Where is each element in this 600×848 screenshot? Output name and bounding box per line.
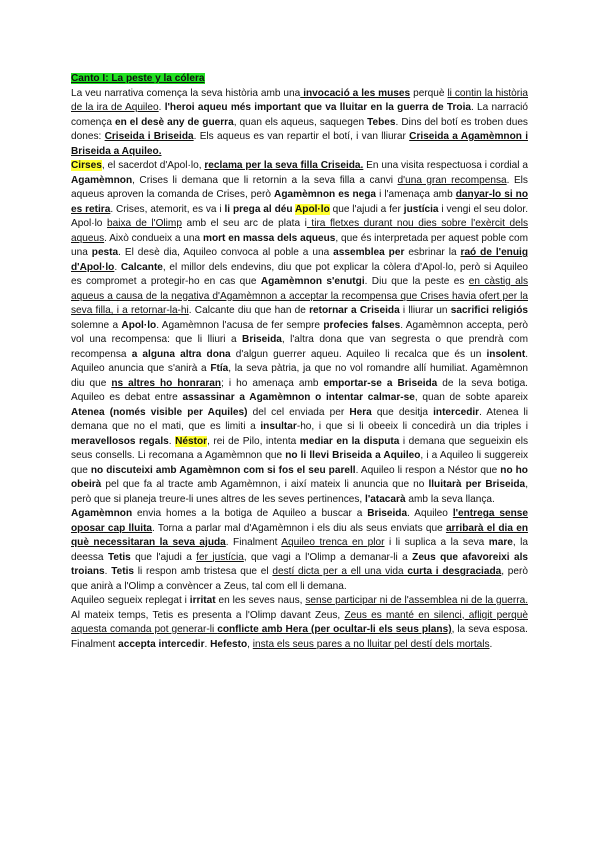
text-run: solemne a <box>71 319 122 331</box>
text-run: i lliurar un <box>399 305 451 316</box>
text-run: . <box>168 435 176 447</box>
text-run: ; i ho amenaça amb <box>221 377 324 389</box>
text-run: destí dicta per a ell una vida <box>272 566 408 577</box>
text-run: Zeus es manté en silenci, afligit perquè aquesta comanda pot generar-li <box>71 609 528 635</box>
text-run: , i a Aquileo li suggereix que <box>71 450 528 476</box>
text-run: no discuteixi amb Agamèmnon com si fos el seu parell <box>90 464 356 476</box>
text-run: Tetis <box>111 566 135 577</box>
text-run: sense participar ni de l'assemblea ni de la guerra. <box>305 595 528 606</box>
paragraph <box>71 87 528 160</box>
text-run: Hera <box>349 406 372 418</box>
text-run: l'heroi aqueu més important que va lluitar en la guerra de Troia <box>164 102 471 113</box>
text-run: , que vagi a l'Olimp a demanar-li a <box>243 551 413 563</box>
text-run: en càstig als aqueus a causa de la negativa d'Agamèmnon a acceptar la recompensa que Crises havia ofert per la seva filla, i a retornar-la-hi <box>71 276 529 316</box>
text-run: -ho, i que si li obeeix li concedirà un dia triples i <box>296 421 528 432</box>
text-run: , el millor dels endevins, diu que pot explicar la còlera d'Apol·lo, però si Aquileo es compromet a protegir-ho en cas que <box>71 261 529 287</box>
text-run: . <box>114 261 121 273</box>
text-run: . Aquileo anuncia que s'anirà a <box>71 348 528 374</box>
text-run: amb el seu arc de plata i <box>181 218 307 229</box>
text-run: . <box>489 638 493 650</box>
text-run: , Crises li demana que li retornin a la seva filla a canvi <box>132 174 398 186</box>
text-run: . Els aqueus aproven la comanda de Crises, però <box>71 174 528 200</box>
text-run: lluitarà per Briseida <box>428 479 526 490</box>
text-run: , el sacerdot d'Apol·lo, <box>101 160 205 171</box>
text-run: amb la seva llança. <box>405 493 495 505</box>
text-run: . Aquileo li respon a Néstor que <box>355 464 501 476</box>
text-run: insolent <box>486 348 526 360</box>
text-run: no ho obeirà <box>71 464 528 490</box>
text-run: . El desè dia, Aquileo convoca al poble a una <box>118 247 334 258</box>
text-run: Agamèmnon es nega <box>274 189 377 200</box>
text-run: mediar en la disputa <box>299 435 400 447</box>
text-run: Zeus que afavoreixi als troians <box>71 551 528 577</box>
text-run: En una visita respectuosa i cordial a <box>363 160 528 171</box>
text-run: reclama per la seva filla Criseida. <box>204 160 364 171</box>
text-run: . Agamèmnon l'acusa de fer sempre <box>156 319 324 331</box>
text-run: . Aquileo <box>407 508 453 519</box>
text-run: , la deessa <box>71 537 529 563</box>
text-run: meravellosos regals <box>71 435 169 447</box>
text-run: insultar <box>260 421 297 432</box>
text-run: danyar-lo si no es retira <box>71 189 528 215</box>
text-run: mort en massa dels aqueus <box>202 232 336 244</box>
text-run: pesta <box>91 247 119 258</box>
text-run: Tebes <box>367 116 396 128</box>
text-run: Apol·lo <box>295 203 330 215</box>
text-run: que l'ajudi a fer <box>329 203 404 215</box>
text-run: insta els seus pares a no lluitar pel destí dels mortals <box>252 638 490 650</box>
text-run: . Això condueix a una <box>104 232 203 244</box>
text-run: Ftía <box>210 363 229 374</box>
text-run: li respon amb tristesa que el <box>134 566 273 577</box>
text-run: , l'altra dona que van segresta o que prendrà com recompensa <box>71 334 528 360</box>
text-run: en les seves naus, <box>215 595 306 606</box>
text-run: l'atacarà <box>365 493 406 505</box>
text-run: envia homes a la botiga de Aquileo a buscar a <box>132 508 368 519</box>
text-run: . Torna a parlar mal d'Agamèmnon i els diu als seus enviats que <box>152 522 446 534</box>
text-run: i demana que segueixin els seus consells. Li recomana a Agamèmnon que <box>71 435 529 461</box>
text-run: a alguna altra dona <box>131 348 231 360</box>
text-run: , quan els aqueus, saquegen <box>233 116 368 128</box>
text-run: retornar a Criseida <box>309 305 400 316</box>
text-run: . Dins del botí es troben dues dones: <box>71 116 528 142</box>
text-run: li prega al déu <box>224 203 295 215</box>
text-run: , rei de Pilo, intenta <box>207 435 300 447</box>
text-run: intercedir <box>433 406 480 418</box>
paragraph <box>71 507 528 594</box>
text-run: Agamèmnon <box>71 508 133 519</box>
text-run: . <box>158 102 165 113</box>
text-run: Cirses <box>71 160 102 171</box>
paragraph <box>71 159 528 507</box>
text-run: . Atenea li demana que no el mati, que es limiti a <box>71 406 529 432</box>
document-title <box>71 72 528 87</box>
document-body <box>71 72 528 652</box>
text-run: raó de l'enuig d'Apol·lo <box>71 247 528 273</box>
text-run: emportar-se a Briseida <box>323 377 438 389</box>
text-run: , però que si planeja treure-li unes altres de les seves pertinences, <box>71 479 528 505</box>
text-run: . Finalment <box>225 537 282 548</box>
text-run: . Agamèmnon accepta, però vol una recompensa: que li lliuri a <box>71 319 529 345</box>
text-run: Atenea (només visible per Aquiles) <box>71 406 248 418</box>
text-run: Briseida <box>367 508 408 519</box>
text-run: Néstor <box>175 435 208 447</box>
text-run: Al mateix temps, Tetis es presenta a l'Olimp davant Zeus, <box>71 609 345 621</box>
text-run: Aquileo trenca en plor <box>281 537 385 548</box>
text-run: profecies falses <box>323 319 401 331</box>
text-run: irritat <box>189 595 216 606</box>
text-run: arribarà el dia en què necessitaran la seva ajuda <box>71 522 528 548</box>
text-run: que l'ajudi a <box>130 551 197 563</box>
text-run: conflicte amb Hera (per ocultar-li els seus plans) <box>217 624 452 635</box>
text-run: fer justícia <box>196 551 244 563</box>
text-run: . Els aqueus es van repartir el botí, i van lliurar <box>193 131 410 142</box>
text-run: , quan de sobte apareix <box>414 392 528 403</box>
text-run: accepta intercedir <box>118 638 205 650</box>
text-run: assassinar a Agamèmnon o intentar calmar-se <box>182 392 415 403</box>
text-run: baixa de l'Olimp <box>106 218 182 229</box>
text-run: Hefesto <box>210 638 248 650</box>
text-run: Apol·lo <box>121 319 157 331</box>
text-run: no li llevi Briseida a Aquileo <box>285 450 421 461</box>
text-run: d'una gran recompensa <box>397 174 507 186</box>
text-run: en el desè any de guerra <box>114 116 234 128</box>
text-run: , però que anirà a l'Olimp a convèncer a Zeus, tal com ell li demana. <box>71 566 529 592</box>
text-run: invocació a les muses <box>300 87 411 99</box>
text-run: d'algun guerrer aqueu. Aquileo li recalca que és un <box>230 348 487 360</box>
text-run: . <box>104 566 112 577</box>
text-run: Briseida <box>242 334 282 345</box>
text-run: l'entrega sense oposar cap lluita <box>71 508 528 534</box>
text-run: pel que fa al tracte amb Agamèmnon, i així mateix li anuncia que no <box>101 479 429 490</box>
text-run: Criseida a Agamèmnon i Briseida a Aquileo. <box>71 131 528 157</box>
text-run: que desitja <box>371 406 434 418</box>
text-run: perquè <box>410 87 448 99</box>
text-run: i li suplica a la seva <box>384 537 489 548</box>
text-run: Agamèmnon <box>71 174 133 186</box>
text-run: Calcante <box>120 261 163 273</box>
text-run: , <box>247 638 253 650</box>
text-run: tira fletxes durant nou dies sobre l'exèrcit dels aqueus <box>71 218 528 244</box>
text-run: ns altres ho honraran <box>111 377 222 389</box>
text-run: i vengi el seu dolor. Apol·lo <box>71 203 529 229</box>
text-run: . Diu que la peste es <box>364 276 469 287</box>
text-run: assemblea per <box>333 247 405 258</box>
text-run: esbrinar la <box>404 247 461 258</box>
document-title-text: Canto I: La peste y la cólera <box>71 73 205 84</box>
text-run: mare <box>488 537 513 548</box>
text-run: . La narració comença <box>71 102 528 128</box>
text-run: i l'amenaça amb <box>376 189 456 200</box>
text-run: justícia <box>403 203 439 215</box>
text-run: . Crises, atemorit, es va i <box>110 203 225 215</box>
text-run: Tetis <box>107 551 131 563</box>
text-run: La veu narrativa comença la seva història amb una <box>71 87 301 99</box>
text-run: Agamèmnon s'enutgi <box>260 276 365 287</box>
text-run: Criseida i Briseida <box>104 131 194 142</box>
paragraph <box>71 594 528 652</box>
text-run: . Calcante diu que han de <box>188 305 310 316</box>
text-run: curta i desgraciada <box>407 566 502 577</box>
text-run: , la seva esposa. Finalment <box>71 624 528 650</box>
text-run: Aquileo segueix replegat i <box>71 595 190 606</box>
text-run: , la seva pàtria, ja que no vol romandre allí humiliat. Agamèmnon diu que <box>71 363 528 389</box>
paragraphs-container <box>71 87 528 653</box>
text-run: , que és interpretada per aquest poble com una <box>71 232 528 258</box>
text-run: sacrifici religiós <box>450 305 528 316</box>
text-run: del cel enviada per <box>247 406 350 418</box>
text-run: . <box>204 638 211 650</box>
text-run: li contin la història de la ira de Aquileo <box>71 87 529 113</box>
text-run: de la seva botiga. Aquileo es debat entre <box>71 377 528 403</box>
